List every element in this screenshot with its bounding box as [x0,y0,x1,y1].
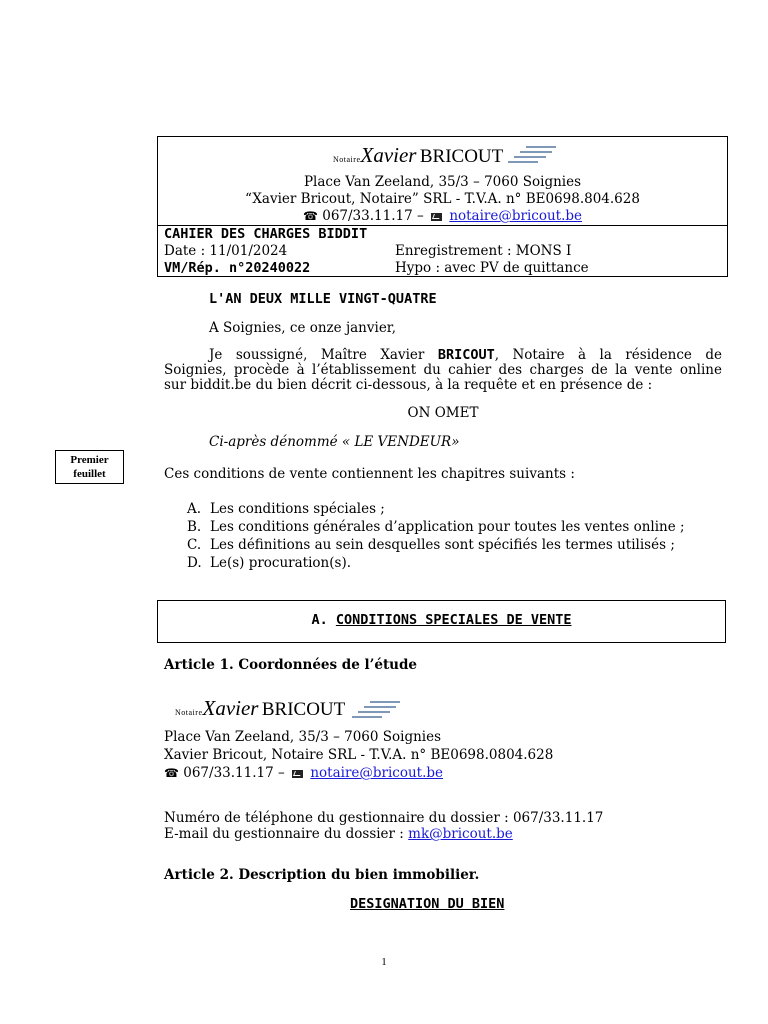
notary-logo-2 [175,696,345,721]
section-a-letter: A. [311,612,328,628]
manager-email-line [164,826,603,842]
document-title: CAHIER DES CHARGES BIDDIT [164,226,368,242]
list-item: D. Le(s) procuration(s). [187,555,352,571]
article1-company: Xavier Bricout, Notaire SRL - T.V.A. n° BE0698.0804.628 [164,747,554,763]
document-date: Date : 11/01/2024 [164,243,288,259]
omit-line: ON OMET [407,405,479,421]
page-number: 1 [381,956,387,968]
para-end: , Notaire à la résidence de [494,347,722,363]
para-line3: sur biddit.be du bien décrit ci-dessous, à la requête et en présence de : [164,377,653,393]
section-a-title: CONDITIONS SPECIALES DE VENTE [335,612,572,628]
header-address: Place Van Zeeland, 35/3 – 7060 Soignies [303,174,582,190]
phone-icon: ☎ [164,766,179,780]
manager-phone: Numéro de téléphone du gestionnaire du dossier : 067/33.11.17 [164,810,604,826]
list-item: A. Les conditions spéciales ; [187,501,385,517]
article1-phone: 067/33.11.17 – [183,765,285,781]
article2-title: Article 2. Description du bien immobilier. [164,867,480,883]
intro-paragraph [164,348,722,393]
manager-email-label: E-mail du gestionnaire du dossier : [164,826,409,842]
first-sheet-box [55,450,124,484]
section-a-heading [157,612,726,628]
mail-icon [431,213,442,221]
phone-icon: ☎ [302,209,318,223]
mail-icon [292,770,303,778]
logo-first-name: Xavier [360,143,417,167]
article1-email-link[interactable]: notaire@bricout.be [310,765,444,781]
logo-prefix: Notaire [333,155,361,164]
list-item: C. Les définitions au sein desquelles sont spécifiés les termes utilisés ; [187,537,675,553]
para-bold-name: BRICOUT [437,347,495,363]
logo-stairs-graphic [508,145,558,165]
side-box-line2: feuillet [73,468,106,480]
document-hypo: Hypo : avec PV de quittance [395,260,589,276]
article1-contact [164,764,553,782]
header-email-link[interactable]: notaire@bricout.be [449,208,583,224]
place-line: A Soignies, ce onze janvier, [209,320,397,336]
logo-last-name: BRICOUT [419,146,504,167]
article2-subtitle: DESIGNATION DU BIEN [350,896,505,912]
logo-first-name: Xavier [202,696,259,720]
chapters-list [187,500,717,572]
article1-title: Article 1. Coordonnées de l’étude [164,657,418,673]
logo-last-name: BRICOUT [261,699,346,720]
document-rep-number: VM/Rép. n°20240022 [164,260,311,276]
chapters-intro: Ces conditions de vente contiennent les chapitres suivants : [164,466,575,482]
logo-prefix: Notaire [175,708,203,717]
para-start: Je soussigné, Maître Xavier [209,347,438,363]
list-item: B. Les conditions générales d’application pour toutes les ventes online ; [187,519,685,535]
manager-email-link[interactable]: mk@bricout.be [408,826,513,842]
para-line2: Soignies, procède à l’établissement du cahier des charges de la vente online [164,362,722,378]
header-contact [157,208,728,225]
header-company: “Xavier Bricout, Notaire” SRL - T.V.A. n° BE0698.804.628 [245,191,640,207]
article1-address: Place Van Zeeland, 35/3 – 7060 Soignies [164,729,442,745]
side-box-line1: Premier [70,454,109,466]
year-line: L'AN DEUX MILLE VINGT-QUATRE [209,291,437,307]
document-registration: Enregistrement : MONS I [395,243,572,259]
seller-line: Ci-après dénommé « LE VENDEUR» [209,434,460,450]
notary-logo [333,143,503,168]
header-phone: 067/33.11.17 – [322,208,424,224]
logo-stairs-graphic [352,700,402,722]
